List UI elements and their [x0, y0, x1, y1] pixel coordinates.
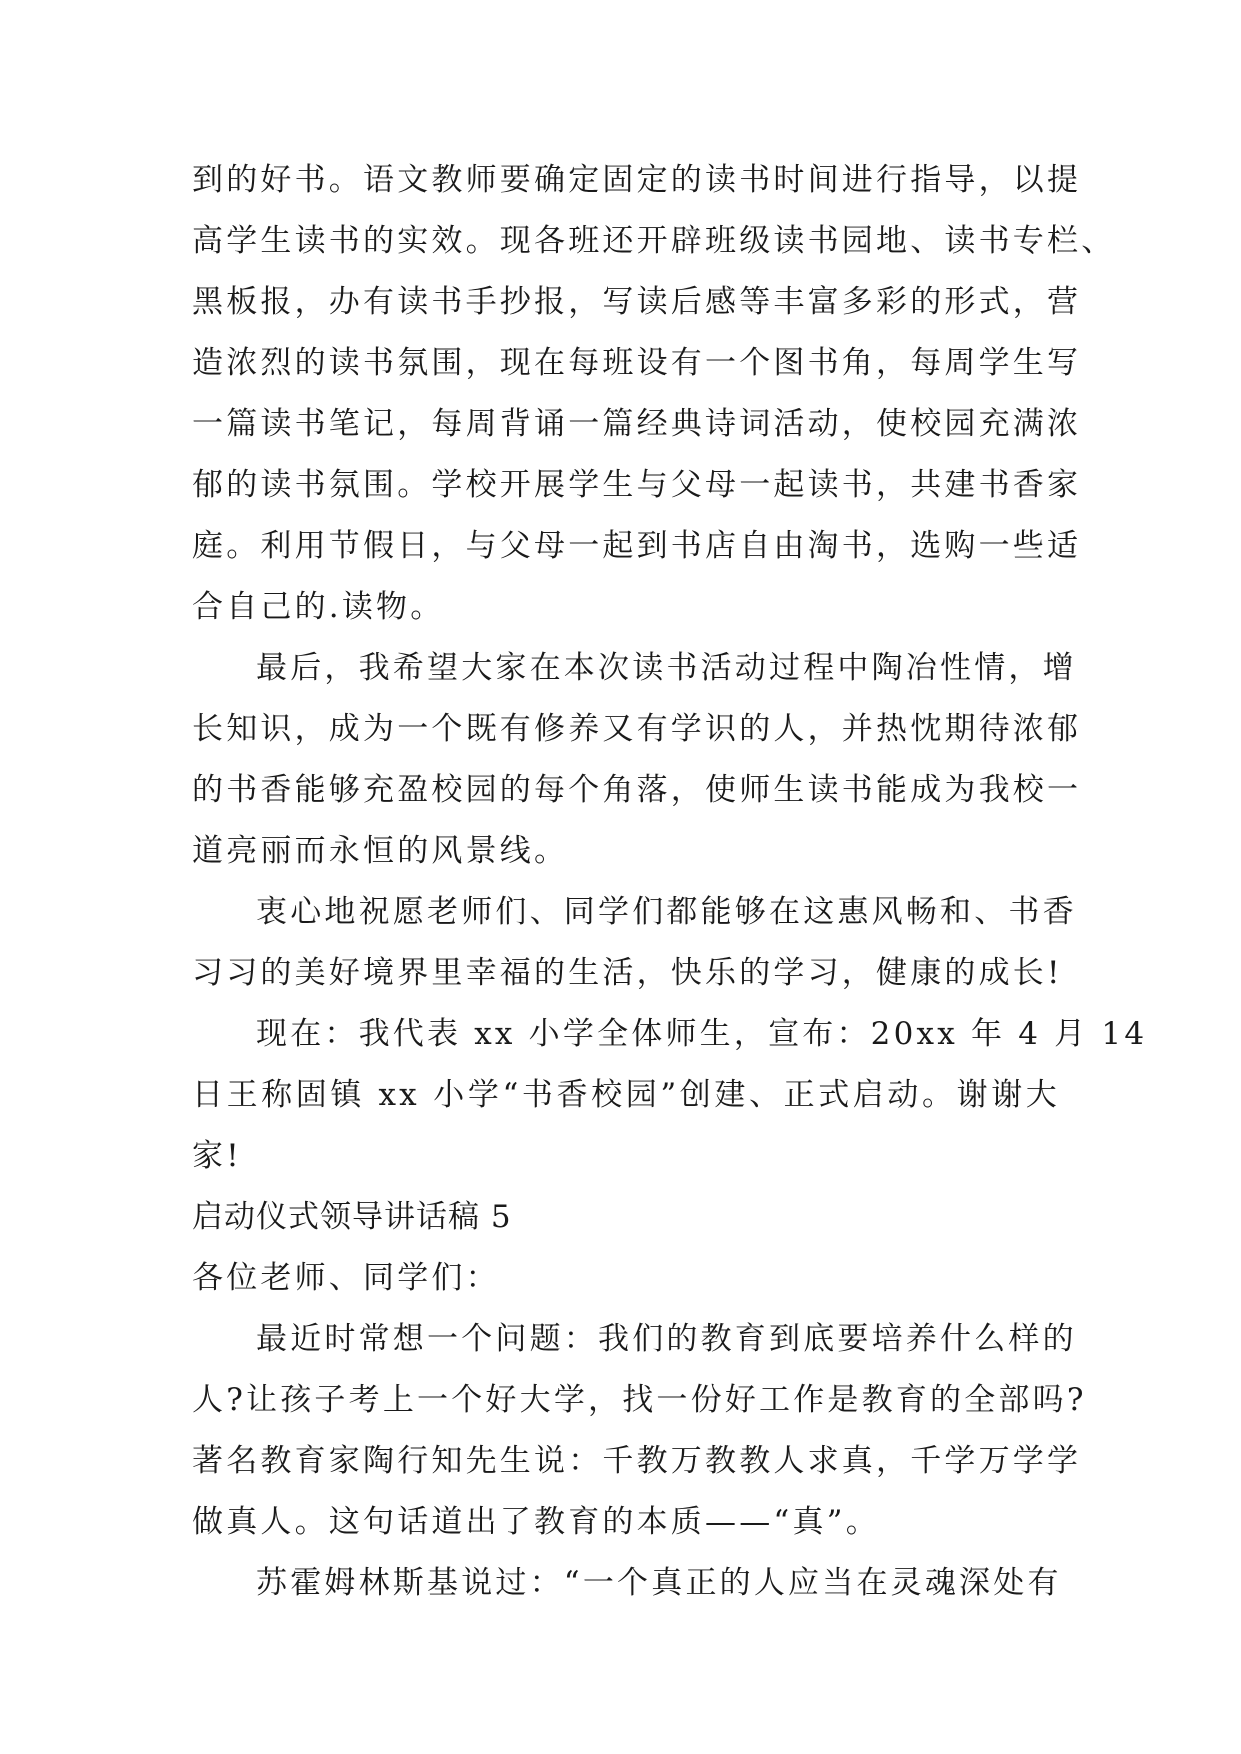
text-line: 道亮丽而永恒的风景线。	[192, 833, 569, 869]
text-line: 最后，我希望大家在本次读书活动过程中陶冶性情，增	[256, 650, 1077, 686]
text-line: 一篇读书笔记，每周背诵一篇经典诗词活动，使校园充满浓	[192, 406, 1082, 442]
text-line: 衷心地祝愿老师们、同学们都能够在这惠风畅和、书香	[256, 894, 1077, 930]
text-line: 家!	[192, 1138, 242, 1174]
text-line: 庭。利用节假日，与父母一起到书店自由淘书，选购一些适	[192, 528, 1082, 564]
text-line: 郁的读书氛围。学校开展学生与父母一起读书，共建书香家	[192, 467, 1082, 503]
salutation-line: 各位老师、同学们：	[192, 1260, 500, 1296]
text-line: 习习的美好境界里幸福的生活，快乐的学习，健康的成长!	[192, 955, 1063, 991]
text-line: 做真人。这句话道出了教育的本质——“真”。	[192, 1504, 880, 1540]
text-line: 长知识，成为一个既有修养又有学识的人，并热忱期待浓郁	[192, 711, 1082, 747]
text-line: 苏霍姆林斯基说过：“一个真正的人应当在灵魂深处有	[256, 1565, 1062, 1601]
text-line: 黑板报，办有读书手抄报，写读后感等丰富多彩的形式，营	[192, 284, 1082, 320]
section-heading: 启动仪式领导讲话稿 5	[192, 1199, 512, 1235]
text-line: 日王称固镇 xx 小学“书香校园”创建、正式启动。谢谢大	[192, 1077, 1060, 1113]
text-line: 到的好书。语文教师要确定固定的读书时间进行指导，以提	[192, 162, 1082, 198]
text-line: 著名教育家陶行知先生说：千教万教教人求真，千学万学学	[192, 1443, 1082, 1479]
text-line: 高学生读书的实效。现各班还开辟班级读书园地、读书专栏、	[192, 223, 1116, 259]
text-line: 人?让孩子考上一个好大学，找一份好工作是教育的全部吗?	[192, 1382, 1087, 1418]
text-line: 合自己的.读物。	[192, 589, 445, 625]
text-line: 的书香能够充盈校园的每个角落，使师生读书能成为我校一	[192, 772, 1082, 808]
text-line: 最近时常想一个问题：我们的教育到底要培养什么样的	[256, 1321, 1077, 1357]
text-line: 造浓烈的读书氛围，现在每班设有一个图书角，每周学生写	[192, 345, 1082, 381]
document-page	[192, 150, 1148, 1614]
text-line: 现在：我代表 xx 小学全体师生，宣布：20xx 年 4 月 14	[256, 1016, 1148, 1052]
